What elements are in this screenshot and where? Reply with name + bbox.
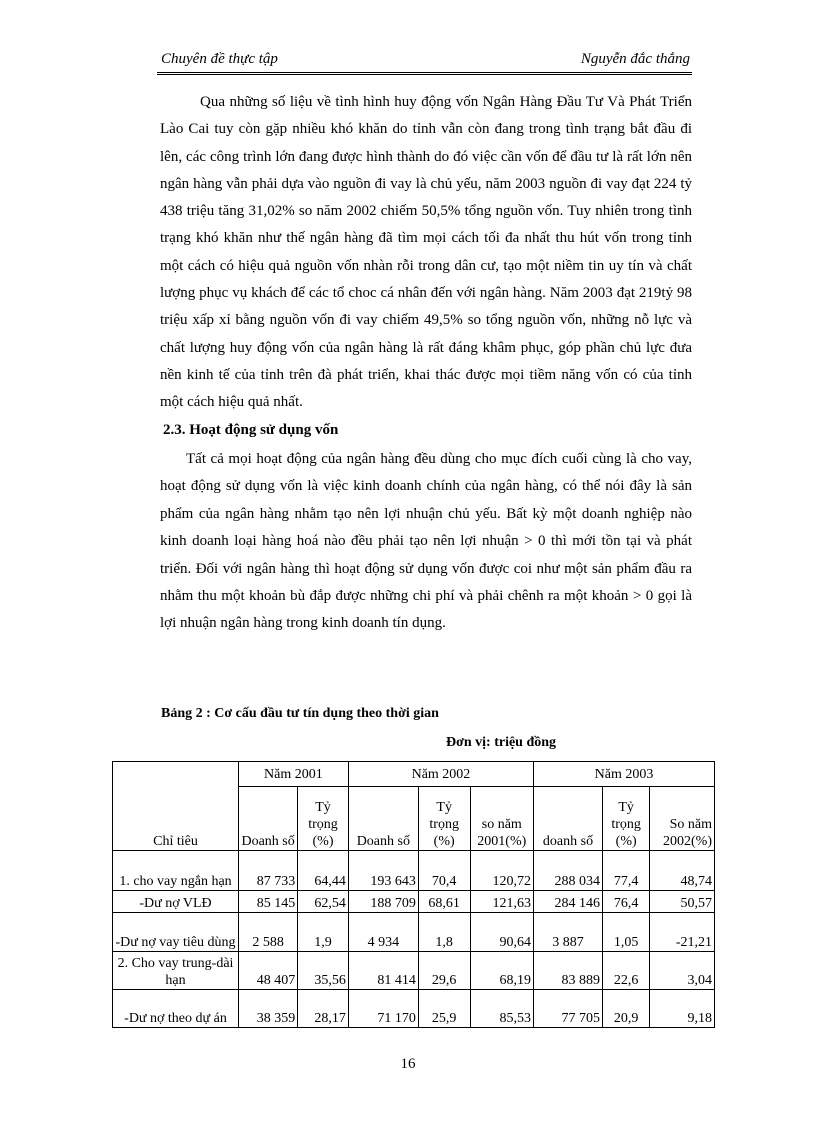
header-cell: Tỷ trọng (%) (298, 787, 349, 851)
header-cell-chi-tieu: Chỉ tiêu (113, 762, 239, 851)
table-row (113, 952, 715, 990)
cell: 85 145 (239, 891, 298, 913)
cell: 284 146 (534, 891, 603, 913)
cell: 22,6 (602, 952, 649, 990)
cell: 68,61 (418, 891, 470, 913)
header-cell: so năm 2001(%) (470, 787, 534, 851)
cell: 81 414 (348, 952, 418, 990)
cell: 76,4 (602, 891, 649, 913)
table-unit: Đơn vị: triệu đồng (446, 735, 557, 750)
table-row (113, 891, 715, 913)
cell: 4 934 (348, 913, 418, 952)
cell: 87 733 (239, 851, 298, 891)
row-label: 1. cho vay ngắn hạn (113, 851, 239, 891)
body-text-1 (160, 89, 692, 417)
table-row (113, 913, 715, 952)
cell: -21,21 (650, 913, 715, 952)
header-year-2002: Năm 2002 (348, 762, 533, 787)
cell: 35,56 (298, 952, 349, 990)
cell: 9,18 (650, 990, 715, 1028)
paragraph-capital-mobilization: Qua những số liệu về tình hình huy động vốn Ngân Hàng Đầu Tư Và Phát Triển Lào Cai tuy còn gặp nhiều khó khăn do tỉnh vẫn còn đang trong tình trạng bắt đầu đi lên, các công trình lớn đang được hình thành do đó việc cần vốn để đầu tư là rất lớn nên ngân hàng vẫn phải dựa vào nguồn đi vay là chủ yếu, năm 2003 nguồn đi vay đạt 224 tỷ 438 triệu tăng 31,02% so năm 2002 chiếm 50,5% tổng nguồn vốn. Tuy nhiên trong tình trạng khó khăn như thế ngân hàng đã tìm mọi cách tối đa nhất thu hút vốn trong tỉnh một cách có hiệu quả nguồn vốn nhàn rỗi trong dân cư, tạo một niềm tin uy tín và chất lượng phục vụ khách để các tổ choc cá nhân đến với ngân hàng. Năm 2003 đạt 219tỷ 98 triệu xấp xỉ bằng nguồn vốn đi vay chiếm 49,5% so tổng nguồn vốn, những nỗ lực và chất lượng huy động vốn của ngân hàng là rất đáng khâm phục, góp phần chủ lực đưa nền kinh tế của tỉnh trên đà phát triển, khai thác được mọi tiềm năng vốn có của tỉnh một cách hiệu quả nhất. (160, 94, 692, 411)
cell: 1,9 (298, 913, 349, 952)
cell: 83 889 (534, 952, 603, 990)
cell: 29,6 (418, 952, 470, 990)
paragraph-capital-usage: Tất cả mọi hoạt động của ngân hàng đều dùng cho mục đích cuối cùng là cho vay, hoạt động sử dụng vốn là việc kinh doanh chính của ngân hàng, có thể nói đây là sản phẩm của ngân hàng nhằm tạo nên lợi nhuận chủ yếu. Bất kỳ một doanh nghiệp nào kinh doanh loại hàng hoá nào đều phải tạo nên lợi nhuận > 0 thì mới tồn tại và phát triển. Đối với ngân hàng thì hoạt động sử dụng vốn được coi như một sản phẩm đầu ra nhằm thu một khoản bù đắp được những chi phí và phải chênh ra một khoản > 0 gọi là lợi nhuận ngân hàng trong kinh doanh tín dụng. (160, 451, 692, 632)
table-header-row (113, 762, 715, 787)
cell: 28,17 (298, 990, 349, 1028)
table-row (113, 851, 715, 891)
cell: 1,05 (602, 913, 649, 952)
row-label: -Dư nợ VLĐ (113, 891, 239, 913)
header-cell: Tỷ trọng (%) (418, 787, 470, 851)
cell: 20,9 (602, 990, 649, 1028)
cell: 48,74 (650, 851, 715, 891)
cell: 121,63 (470, 891, 534, 913)
cell: 25,9 (418, 990, 470, 1028)
cell: 38 359 (239, 990, 298, 1028)
cell: 3 887 (534, 913, 603, 952)
cell: 288 034 (534, 851, 603, 891)
section-heading: 2.3. Hoạt động sử dụng vốn (163, 422, 339, 438)
row-label: -Dư nợ theo dự án (113, 990, 239, 1028)
cell: 193 643 (348, 851, 418, 891)
table-row (113, 990, 715, 1028)
cell: 50,57 (650, 891, 715, 913)
cell: 188 709 (348, 891, 418, 913)
cell: 2 588 (239, 913, 298, 952)
cell: 71 170 (348, 990, 418, 1028)
header-cell: Doanh số (348, 787, 418, 851)
cell: 90,64 (470, 913, 534, 952)
body-text-2 (160, 446, 692, 638)
table-caption: Bảng 2 : Cơ cấu đầu tư tín dụng theo thời gian (161, 706, 439, 721)
cell: 120,72 (470, 851, 534, 891)
cell: 64,44 (298, 851, 349, 891)
header-year-2001: Năm 2001 (239, 762, 349, 787)
cell: 1,8 (418, 913, 470, 952)
credit-structure-table (112, 761, 715, 1028)
header-document-type: Chuyên đề thực tập (161, 51, 278, 67)
cell: 48 407 (239, 952, 298, 990)
row-label: 2. Cho vay trung-dài hạn (113, 952, 239, 990)
cell: 77 705 (534, 990, 603, 1028)
cell: 3,04 (650, 952, 715, 990)
header-cell: So năm 2002(%) (650, 787, 715, 851)
cell: 68,19 (470, 952, 534, 990)
cell: 70,4 (418, 851, 470, 891)
page-header (157, 46, 692, 75)
header-cell: doanh số (534, 787, 603, 851)
page-number: 16 (400, 1056, 416, 1072)
header-cell: Doanh số (239, 787, 298, 851)
row-label: -Dư nợ vay tiêu dùng (113, 913, 239, 952)
cell: 62,54 (298, 891, 349, 913)
header-cell: Tỷ trọng (%) (602, 787, 649, 851)
header-author: Nguyễn đắc thắng (580, 51, 690, 67)
cell: 77,4 (602, 851, 649, 891)
cell: 85,53 (470, 990, 534, 1028)
header-year-2003: Năm 2003 (534, 762, 715, 787)
